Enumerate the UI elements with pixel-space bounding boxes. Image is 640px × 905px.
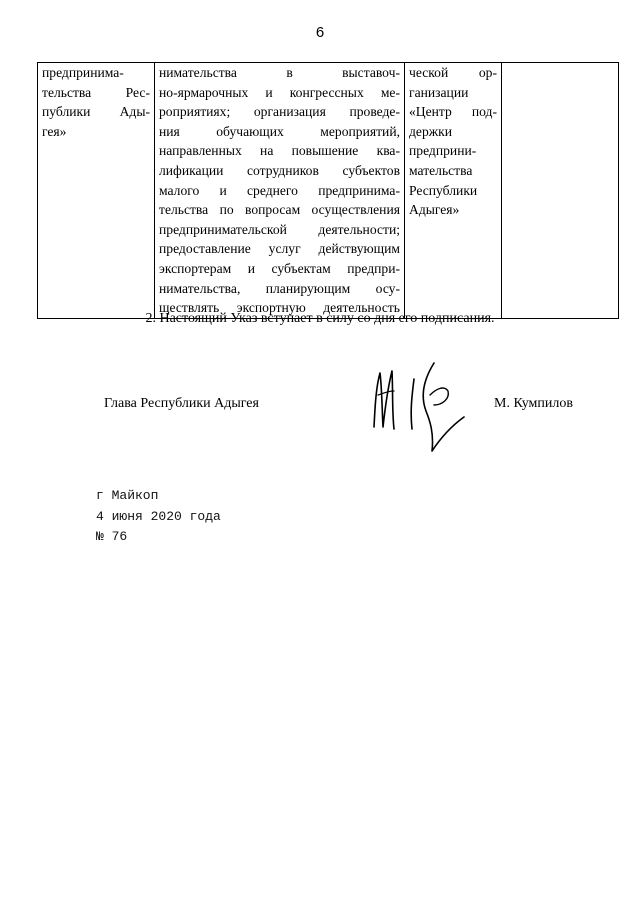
table-cell-line: ганизации <box>409 84 469 100</box>
table-cell-organization-name <box>38 63 155 319</box>
table-cell-line: нимательства, планирующим осу- <box>159 280 400 296</box>
page-number: 6 <box>315 24 325 41</box>
table-cell-line: ществлять экспортную деятельность <box>159 300 400 316</box>
table-cell-line: нимательства в выставоч- <box>159 65 400 80</box>
continuation-table <box>37 62 619 319</box>
table-cell-line: публики Ады- <box>42 104 150 120</box>
table-cell-line: лификации сотрудников субъектов <box>159 162 400 178</box>
table-cell-line: тельства по вопросам осуществления <box>159 202 400 218</box>
signatory-name: М. Кумпилов <box>494 396 573 411</box>
table-cell-line: ческой ор- <box>409 65 497 80</box>
table-cell-line: роприятиях; организация проведе- <box>159 104 400 120</box>
table-cell-line: «Центр под- <box>409 104 497 120</box>
table-cell-line: предоставление услуг действующим <box>159 241 400 257</box>
table-cell-organization <box>405 63 502 319</box>
clause-paragraph: 2. Настоящий Указ вступает в силу со дня его подписания. <box>145 311 495 326</box>
table-cell-line: ния обучающих мероприятий, <box>159 123 400 139</box>
table-cell-empty <box>502 63 619 319</box>
table-cell-line: направленных на повышение ква- <box>159 143 400 159</box>
table-cell-line: предпринима- <box>42 65 124 80</box>
table-cell-line: малого и среднего предпринима- <box>159 182 400 198</box>
table-cell-line: Республики <box>409 182 478 198</box>
table-cell-line: предприни- <box>409 143 477 159</box>
stamp-date: 4 июня 2020 года <box>96 509 221 524</box>
stamp-number: № 76 <box>96 529 128 544</box>
table-cell-line: предпринимательской деятельности; <box>159 221 400 237</box>
table-cell-activities <box>155 63 405 319</box>
table-cell-line: тельства Рес- <box>42 84 150 100</box>
stamp-city: г Майкоп <box>96 488 159 503</box>
table-cell-line: но-ярмарочных и конгрессных ме- <box>159 84 400 100</box>
table-cell-line: гея» <box>42 123 67 139</box>
table-row <box>38 63 619 319</box>
handwritten-signature <box>360 355 470 455</box>
table-cell-line: экспортерам и субъектам предпри- <box>159 260 400 276</box>
table-cell-line: Адыгея» <box>409 202 460 218</box>
table-cell-line: мательства <box>409 162 473 178</box>
signatory-title: Глава Республики Адыгея <box>104 396 259 411</box>
table-cell-line: держки <box>409 123 453 139</box>
